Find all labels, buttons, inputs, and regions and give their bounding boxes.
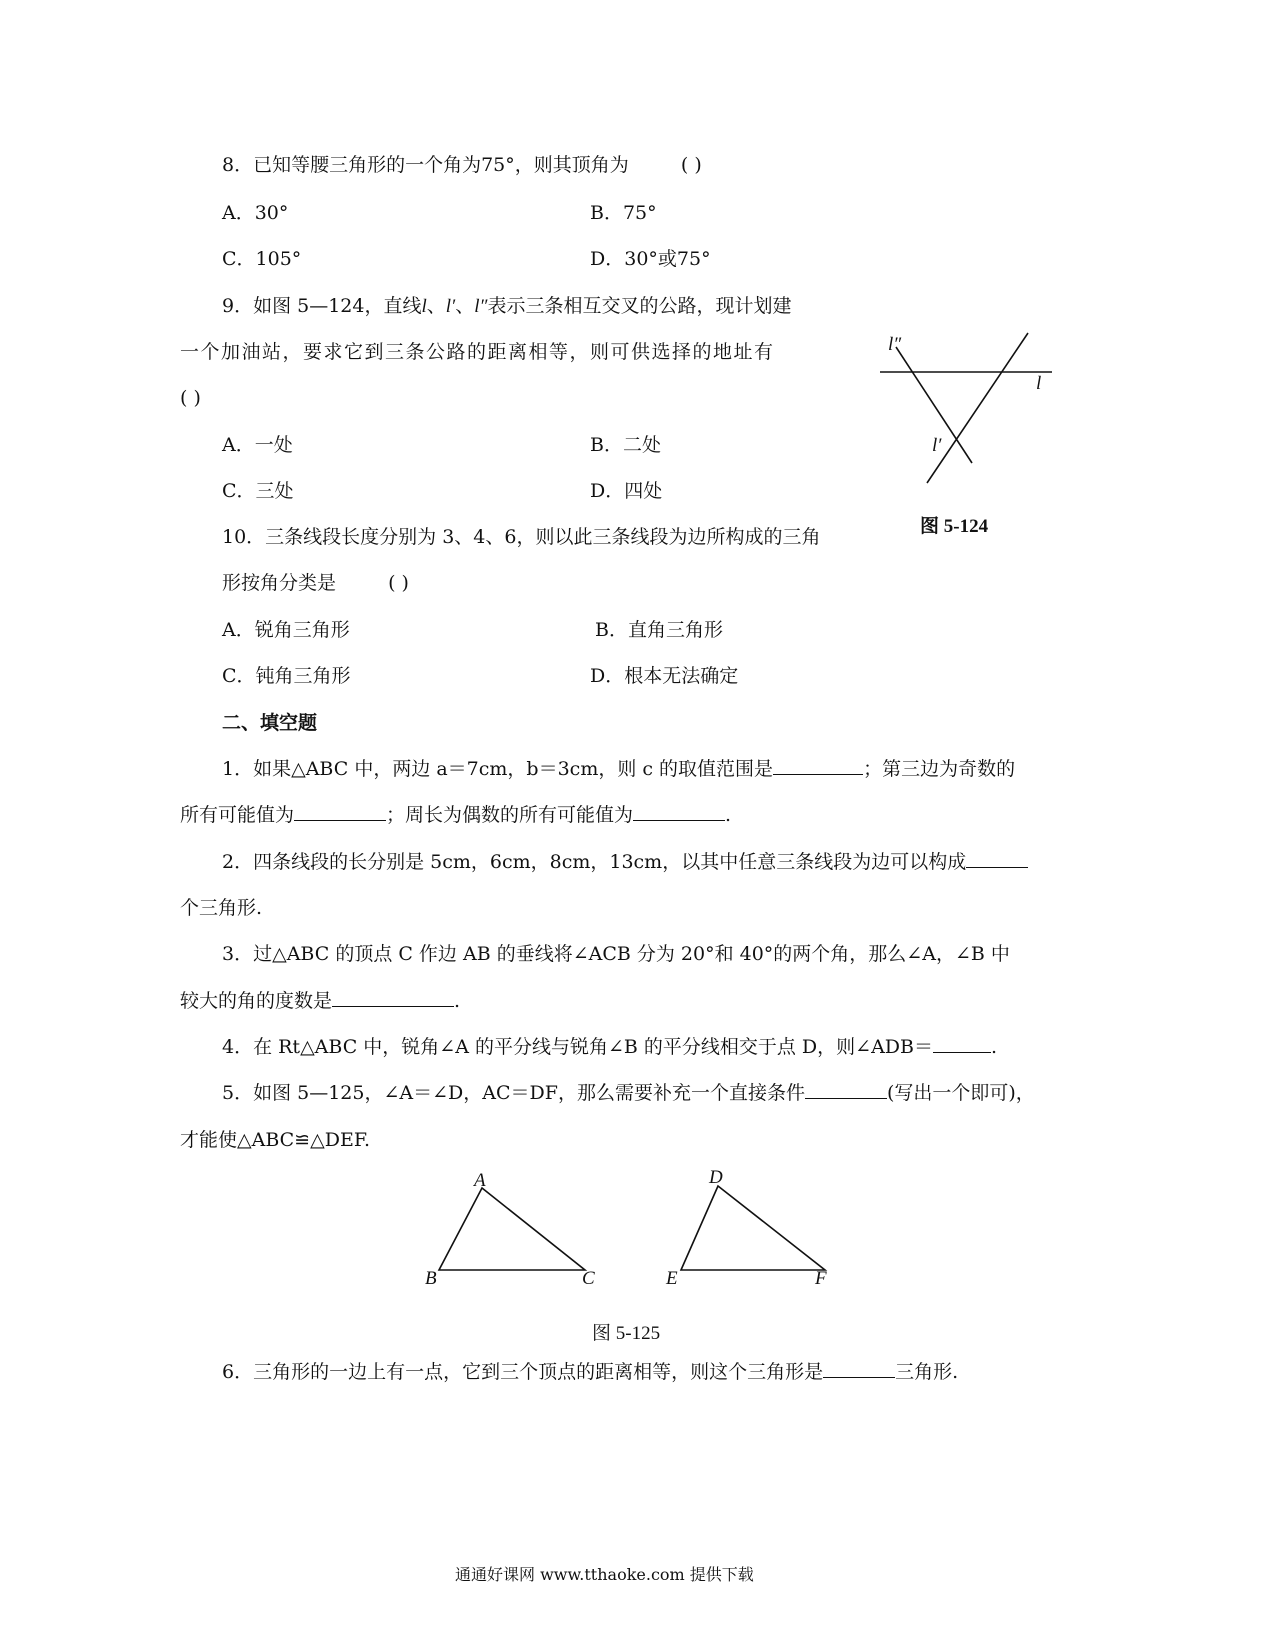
vertex-a: A: [474, 1170, 486, 1191]
f6-line1: [222, 1359, 958, 1385]
f2-line1: [222, 849, 1028, 875]
q8-option-c: C．105°: [222, 248, 302, 270]
f3-line2: [180, 988, 460, 1014]
section-title-fill-in: 二、填空题: [222, 712, 318, 734]
f3-text-3: .: [454, 990, 461, 1012]
f3-line1: 3．过△ABC 的顶点 C 作边 AB 的垂线将∠ACB 分为 20°和 40°的两个角，那么∠A，∠B 中: [222, 943, 1010, 965]
f4-blank[interactable]: [933, 1034, 991, 1053]
vertex-f: F: [815, 1268, 827, 1289]
f1-blank-range[interactable]: [773, 756, 863, 775]
f1-line1: [222, 756, 1015, 782]
f3-blank[interactable]: [332, 988, 454, 1007]
triangle-abc: [439, 1188, 585, 1270]
q9-option-a: A．一处: [222, 434, 293, 456]
q9-line-l: l: [421, 296, 427, 317]
figure-5-125-caption: 图 5-125: [592, 1323, 661, 1344]
q9-option-b: B．二处: [590, 434, 661, 456]
q10-option-b: B．直角三角形: [595, 619, 723, 641]
f1-line2: [180, 802, 731, 828]
f2-text-1: 2．四条线段的长分别是 5cm，6cm，8cm，13cm，以其中任意三条线段为边可以构成: [222, 851, 967, 873]
q8-answer-paren: ( ): [680, 154, 702, 176]
q9-option-c: C．三处: [222, 480, 294, 502]
q9-answer-paren: ( ): [180, 387, 201, 409]
f5-line1: [222, 1080, 1035, 1106]
label-l-double-prime: l″: [888, 334, 902, 355]
page-footer: 通通好课网 www.tthaoke.com 提供下载: [455, 1565, 754, 1584]
q10-answer-paren: ( ): [388, 572, 409, 594]
f6-text-1: 6．三角形的一边上有一点，它到三个顶点的距离相等，则这个三角形是: [222, 1361, 824, 1383]
q10-option-d: D．根本无法确定: [590, 665, 739, 687]
f1-blank-odd[interactable]: [294, 802, 386, 821]
f6-blank[interactable]: [823, 1359, 895, 1378]
q9-option-d: D．四处: [590, 480, 663, 502]
q9-stem-line1: [222, 293, 791, 320]
f5-blank[interactable]: [805, 1080, 887, 1099]
f1-text-1: 1．如果△ABC 中，两边 a＝7cm，b＝3cm，则 c 的取值范围是: [222, 758, 774, 780]
triangle-def: [681, 1186, 825, 1270]
q10-stem-line1: 10．三条线段长度分别为 3、4、6，则以此三条线段为边所构成的三角: [222, 526, 821, 548]
q8-stem-line: [222, 152, 702, 178]
f1-text-3: 所有可能值为: [180, 804, 295, 826]
label-l: l: [1036, 373, 1042, 394]
figure-5-125: [415, 1160, 855, 1295]
label-l-prime: l′: [932, 435, 942, 456]
f3-text-2: 较大的角的度数是: [180, 990, 333, 1012]
q10-stem: 形按角分类是: [222, 572, 337, 594]
f5-text-2: (写出一个即可)，: [886, 1082, 1035, 1104]
f2-line2: 个三角形.: [180, 897, 263, 919]
road-l-prime: [927, 333, 1028, 483]
f4-text-2: .: [991, 1036, 998, 1058]
q9-line-l-double-prime: l″: [474, 296, 488, 317]
q8-option-d: D．30°或75°: [590, 248, 711, 270]
figure-5-124-caption: 图 5-124: [920, 516, 989, 537]
q8-stem: 8．已知等腰三角形的一个角为75°，则其顶角为: [222, 154, 629, 176]
q9-sep1: 、: [426, 295, 446, 317]
figure-5-124: [870, 325, 1070, 505]
f6-text-2: 三角形.: [895, 1361, 959, 1383]
f2-blank[interactable]: [966, 849, 1028, 868]
f4-line1: [222, 1034, 997, 1060]
vertex-b: B: [425, 1268, 437, 1289]
q8-option-b: B．75°: [590, 202, 657, 224]
q10-option-c: C．钝角三角形: [222, 665, 351, 687]
q9-sep2: 、: [455, 295, 475, 317]
f1-text-5: .: [725, 804, 732, 826]
f5-line2: 才能使△ABC≌△DEF.: [180, 1129, 371, 1151]
f1-blank-even[interactable]: [633, 802, 725, 821]
f1-text-2: ；第三边为奇数的: [863, 758, 1016, 780]
q10-stem-line2: [222, 570, 409, 596]
q10-option-a: A．锐角三角形: [222, 619, 350, 641]
q9-line-l-prime: l′: [445, 296, 456, 317]
q9-stem-part1: 9．如图 5—124，直线: [222, 295, 422, 317]
vertex-c: C: [582, 1268, 595, 1289]
f5-text-1: 5．如图 5—125，∠A＝∠D，AC＝DF，那么需要补充一个直接条件: [222, 1082, 805, 1104]
f1-text-4: ；周长为偶数的所有可能值为: [386, 804, 634, 826]
vertex-e: E: [666, 1268, 678, 1289]
q9-stem-line2: 一个加油站，要求它到三条公路的距离相等，则可供选择的地址有: [180, 341, 775, 363]
vertex-d: D: [709, 1167, 723, 1188]
q8-option-a: A．30°: [222, 202, 289, 224]
f4-text-1: 4．在 Rt△ABC 中，锐角∠A 的平分线与锐角∠B 的平分线相交于点 D，则∠ADB＝: [222, 1036, 934, 1058]
q9-stem-part2: 表示三条相互交叉的公路，现计划建: [487, 295, 792, 317]
